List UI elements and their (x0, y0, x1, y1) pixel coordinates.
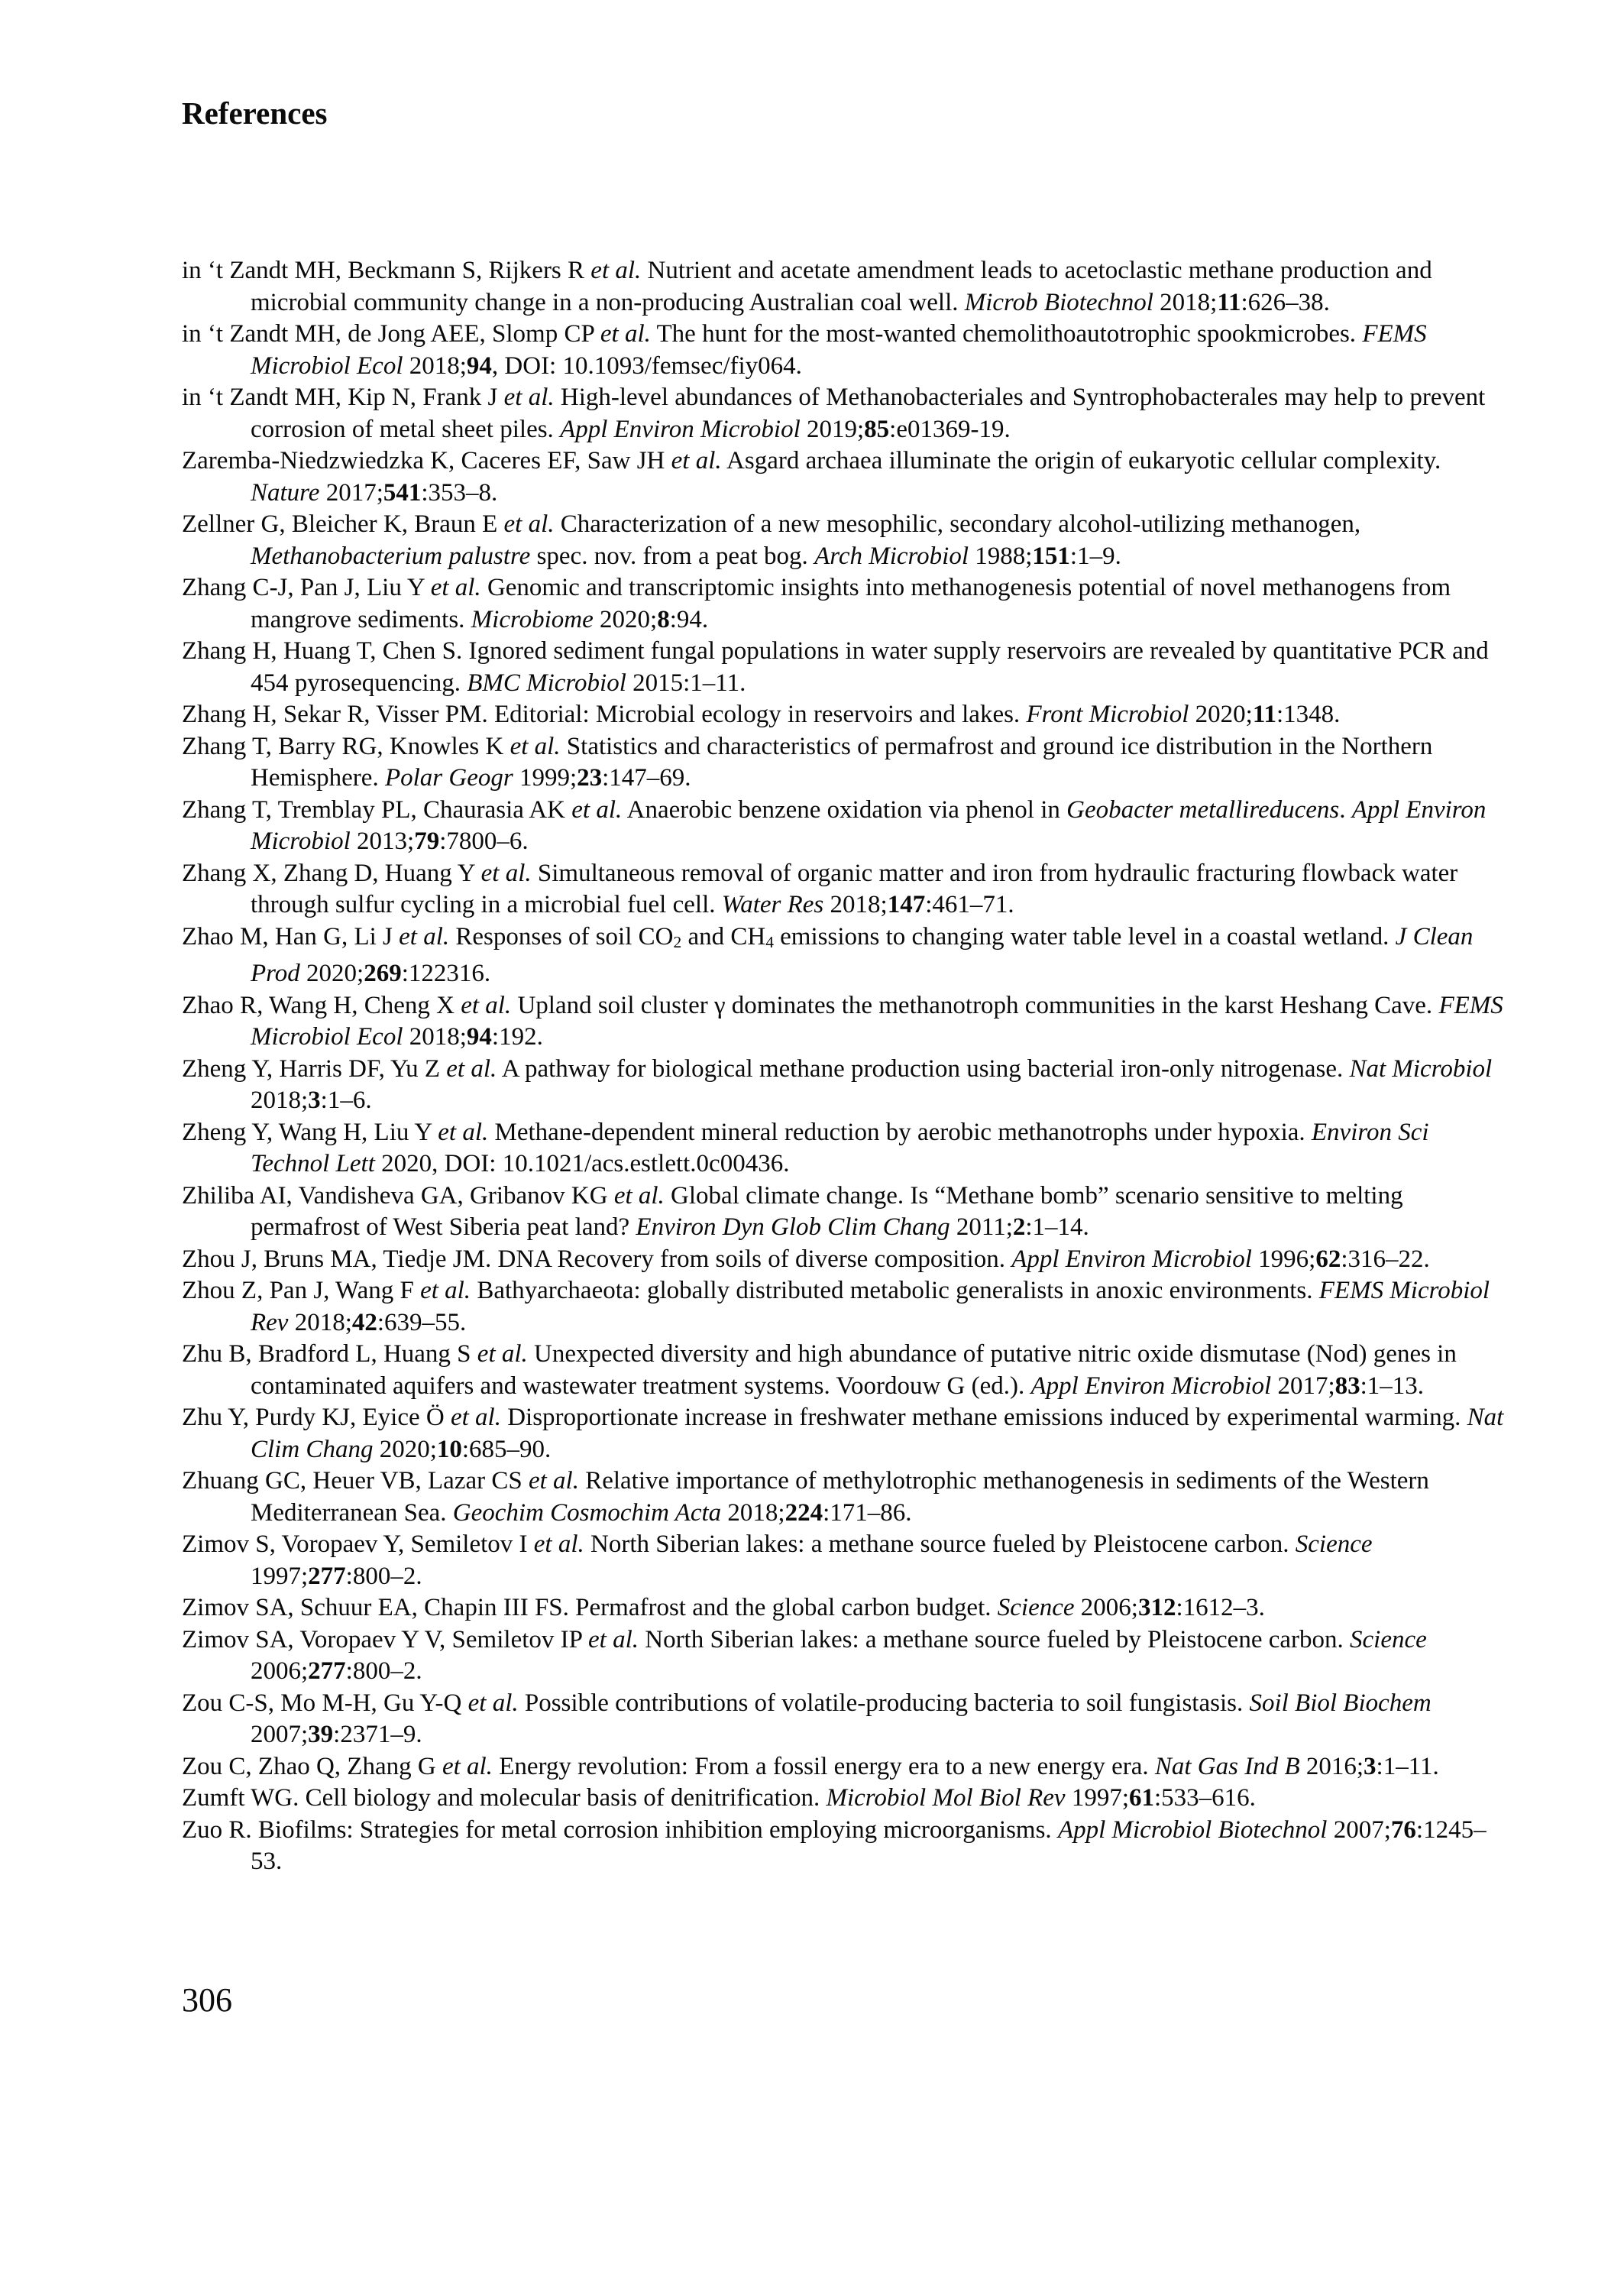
reference-text-segment: :94. (669, 605, 709, 633)
reference-text-segment: :316–22. (1341, 1245, 1430, 1273)
reference-text-segment: Zheng Y, Harris DF, Yu Z (182, 1054, 447, 1083)
reference-text-segment: Zhiliba AI, Vandisheva GA, Gribanov KG (182, 1181, 614, 1210)
reference-text-segment: :461–71. (925, 891, 1014, 919)
reference-entry (182, 1624, 1509, 1688)
reference-text-segment: :800–2. (345, 1657, 422, 1685)
reference-text-segment: :353–8. (421, 478, 498, 507)
reference-entry (182, 255, 1509, 319)
reference-entry (182, 731, 1509, 795)
reference-text-segment: 1988; (969, 542, 1033, 570)
reference-text-segment: Microb Biotechnol (964, 288, 1153, 316)
reference-text-segment: 541 (383, 478, 422, 507)
reference-text-segment: 2020; (373, 1435, 437, 1463)
reference-text-segment: in ‘t Zandt MH, de Jong AEE, Slomp CP (182, 320, 600, 348)
reference-text-segment: :639–55. (377, 1308, 467, 1336)
reference-text-segment: in ‘t Zandt MH, Beckmann S, Rijkers R (182, 257, 591, 285)
reference-text-segment: 79 (414, 827, 440, 856)
reference-text-segment: 11 (1252, 701, 1276, 729)
reference-text-segment: 23 (577, 764, 603, 792)
reference-text-segment: Science (997, 1594, 1075, 1621)
reference-text-segment: . (1339, 795, 1352, 824)
reference-text-segment: Geochim Cosmochim Acta (452, 1498, 722, 1527)
reference-entry (182, 1688, 1509, 1751)
reference-text-segment: 1996; (1251, 1245, 1316, 1273)
reference-text-segment: 2018; (251, 1087, 309, 1114)
reference-text-segment: Zhou Z, Pan J, Wang F (182, 1277, 421, 1304)
reference-entry (182, 382, 1509, 445)
reference-text-segment: Characterization of a new mesophilic, secondary alcohol-utilizing methanogen, (554, 510, 1361, 539)
reference-text-segment: :2371–9. (333, 1721, 422, 1748)
reference-text-segment: 4 (765, 932, 774, 951)
reference-text-segment: 2006; (251, 1657, 309, 1685)
reference-text-segment: et al. (461, 991, 512, 1019)
reference-text-segment: Geobacter metallireducens (1066, 795, 1340, 824)
reference-text-segment: Soil Biol Biochem (1249, 1689, 1432, 1717)
reference-text-segment: et al. (600, 320, 651, 348)
reference-text-segment: Front Microbiol (1026, 701, 1189, 729)
reference-text-segment: Microbiome (471, 605, 594, 633)
page-number: 306 (182, 1980, 232, 2019)
reference-text-segment: Appl Environ Microbiol (251, 795, 1487, 856)
reference-text-segment: Environ Sci Technol Lett (251, 1118, 1429, 1177)
reference-text-segment: Zhang T, Tremblay PL, Chaurasia AK (182, 795, 572, 824)
reference-text-segment: Zhang H, Sekar R, Visser PM. Editorial: Microbial ecology in reservoirs and lakes. (182, 701, 1027, 729)
reference-text-segment: Zellner G, Bleicher K, Braun E (182, 510, 504, 539)
reference-text-segment: Zhang T, Barry RG, Knowles K (182, 732, 510, 760)
reference-text-segment: Zou C, Zhao Q, Zhang G (182, 1752, 442, 1780)
reference-entry (182, 1054, 1509, 1117)
reference-text-segment: et al. (590, 257, 642, 285)
reference-text-segment: Science (1350, 1625, 1427, 1653)
reference-text-segment: et al. (503, 510, 555, 539)
reference-text-segment: 147 (887, 891, 926, 919)
reference-entry (182, 990, 1509, 1054)
reference-text-segment: Upland soil cluster γ dominates the methanotroph communities in the karst Heshang Cave. (511, 991, 1439, 1019)
reference-text-segment: Zhuang GC, Heuer VB, Lazar CS (182, 1467, 529, 1495)
reference-text-segment: 2020; (593, 605, 658, 633)
reference-text-segment: Zou C-S, Mo M-H, Gu Y-Q (182, 1689, 468, 1717)
reference-text-segment: :147–69. (602, 764, 691, 792)
reference-text-segment: Zheng Y, Wang H, Liu Y (182, 1118, 438, 1146)
reference-text-segment: :685–90. (461, 1435, 552, 1463)
reference-text-segment: 2011; (949, 1213, 1013, 1241)
reference-text-segment: et al. (480, 859, 532, 887)
reference-text-segment: emissions to changing water table level in a coastal wetland. (773, 922, 1396, 951)
reference-text-segment: Zhou J, Bruns MA, Tiedje JM. DNA Recovery from soils of diverse composition. (182, 1245, 1012, 1273)
reference-text-segment: 312 (1137, 1594, 1176, 1621)
reference-text-segment: Zaremba-Niedzwiedzka K, Caceres EF, Saw JH (182, 447, 671, 475)
reference-text-segment: :171–86. (823, 1498, 912, 1527)
reference-entry (182, 699, 1509, 731)
reference-text-segment: :626–38. (1241, 288, 1330, 316)
references-list (0, 255, 1624, 1877)
reference-text-segment: Statistics and characteristics of permafrost and ground ice distribution in the Northern Hemisphere. (251, 732, 1433, 792)
reference-text-segment: 42 (351, 1308, 377, 1336)
reference-text-segment: Asgard archaea illuminate the origin of eukaryotic cellular complexity. (721, 447, 1441, 475)
reference-text-segment: 2018; (1153, 288, 1218, 316)
reference-text-segment: Zhang C-J, Pan J, Liu Y (182, 574, 431, 602)
reference-text-segment: High-level abundances of Methanobacteriales and Syntrophobacterales may help to prevent corrosion of metal sheet piles. (251, 384, 1486, 443)
reference-text-segment: :1–6. (320, 1087, 372, 1114)
reference-text-segment: Water Res (721, 891, 824, 919)
reference-text-segment: Genomic and transcriptomic insights into methanogenesis potential of novel methanogens from mangrove sediments. (251, 574, 1451, 633)
reference-text-segment: :533–616. (1154, 1784, 1256, 1812)
reference-text-segment: :1612–3. (1176, 1594, 1265, 1621)
reference-text-segment: Possible contributions of volatile-producing bacteria to soil fungistasis. (518, 1689, 1250, 1717)
reference-text-segment: 94 (466, 351, 492, 380)
reference-text-segment: et al. (399, 922, 450, 951)
reference-text-segment: North Siberian lakes: a methane source fueled by Pleistocene carbon. (638, 1625, 1350, 1653)
reference-text-segment: Zuo R. Biofilms: Strategies for metal corrosion inhibition employing microorganisms. (182, 1815, 1058, 1844)
reference-text-segment: Disproportionate increase in freshwater methane emissions induced by experimental warming. (500, 1404, 1467, 1431)
reference-text-segment: :1–14. (1025, 1213, 1089, 1241)
reference-entry (182, 509, 1509, 572)
reference-text-segment: Methanobacterium palustre (251, 542, 531, 570)
reference-text-segment: :1245–53. (251, 1815, 1487, 1875)
reference-text-segment: et al. (450, 1404, 501, 1431)
reference-entry (182, 636, 1509, 699)
reference-text-segment: The hunt for the most-wanted chemolithoautotrophic spookmicrobes. (650, 320, 1363, 348)
reference-entry (182, 795, 1509, 858)
reference-text-segment: Zhang X, Zhang D, Huang Y (182, 859, 481, 887)
reference-entry (182, 1339, 1509, 1402)
reference-text-segment: :1348. (1276, 701, 1341, 729)
reference-entry (182, 1466, 1509, 1529)
reference-text-segment: FEMS Microbiol Ecol (251, 320, 1427, 380)
reference-text-segment: Environ Dyn Glob Clim Chang (636, 1213, 950, 1241)
reference-text-segment: 1999; (513, 764, 577, 792)
reference-text-segment: Zhang H, Huang T, Chen S. Ignored sediment fungal populations in water supply reservoirs are revealed by quantitative PCR and 454 pyrosequencing. (182, 637, 1489, 697)
reference-text-segment: 151 (1032, 542, 1070, 570)
reference-text-segment: Zhu Y, Purdy KJ, Eyice Ö (182, 1404, 451, 1431)
reference-text-segment: 269 (364, 960, 402, 987)
reference-text-segment: et al. (510, 732, 561, 760)
reference-text-segment: Global climate change. Is “Methane bomb” scenario sensitive to melting permafrost of West Siberia peat land? (251, 1181, 1403, 1241)
reference-text-segment: FEMS Microbiol Ecol (251, 991, 1503, 1051)
reference-text-segment: Nature (251, 478, 320, 507)
reference-text-segment: J Clean Prod (251, 922, 1474, 987)
reference-text-segment: :122316. (401, 960, 491, 987)
reference-text-segment: Zhao M, Han G, Li J (182, 922, 400, 951)
reference-text-segment: Appl Environ Microbiol (1030, 1372, 1272, 1400)
reference-text-segment: et al. (467, 1689, 519, 1717)
reference-text-segment: and CH (681, 922, 766, 951)
reference-text-segment: Zumft WG. Cell biology and molecular basis of denitrification. (182, 1784, 827, 1812)
reference-entry (182, 319, 1509, 382)
reference-text-segment: 2 (1012, 1213, 1026, 1241)
reference-text-segment: et al. (477, 1340, 528, 1368)
reference-text-segment: in ‘t Zandt MH, Kip N, Frank J (182, 384, 504, 412)
reference-entry (182, 1783, 1509, 1815)
reference-text-segment: 277 (308, 1562, 346, 1590)
reference-text-segment: 2007; (251, 1721, 309, 1748)
reference-text-segment: 39 (308, 1721, 334, 1748)
reference-text-segment: Nat Clim Chang (251, 1404, 1504, 1463)
reference-text-segment: 61 (1129, 1784, 1154, 1812)
reference-entry (182, 572, 1509, 636)
reference-text-segment: 2019; (800, 415, 865, 443)
reference-text-segment: et al. (571, 795, 623, 824)
reference-text-segment: 3 (308, 1087, 321, 1114)
reference-text-segment: Zimov SA, Voropaev Y V, Semiletov IP (182, 1625, 588, 1653)
reference-text-segment: 2017; (319, 478, 383, 507)
reference-text-segment: 11 (1217, 288, 1241, 316)
reference-text-segment: :800–2. (345, 1562, 422, 1590)
reference-entry (182, 858, 1509, 921)
reference-text-segment: 2013; (350, 827, 415, 856)
reference-text-segment: 10 (436, 1435, 462, 1463)
reference-text-segment: Nat Gas Ind B (1154, 1752, 1300, 1780)
reference-text-segment: et al. (613, 1181, 665, 1210)
reference-text-segment: :1–11. (1376, 1752, 1439, 1780)
reference-entry (182, 1592, 1509, 1624)
reference-text-segment: Appl Environ Microbiol (1011, 1245, 1252, 1273)
reference-entry (182, 1751, 1509, 1783)
reference-text-segment: 2007; (1327, 1815, 1391, 1844)
reference-text-segment: 2018; (823, 891, 888, 919)
reference-text-segment: Appl Microbiol Biotechnol (1057, 1815, 1328, 1844)
reference-text-segment: :7800–6. (439, 827, 529, 856)
reference-text-segment: 2020; (1189, 701, 1253, 729)
reference-text-segment: Relative importance of methylotrophic methanogenesis in sediments of the Western Mediterranean Sea. (251, 1467, 1429, 1527)
reference-text-segment: 3 (1364, 1752, 1377, 1780)
reference-text-segment: 8 (657, 605, 670, 633)
reference-text-segment: et al. (671, 447, 722, 475)
reference-text-segment: et al. (420, 1277, 471, 1304)
reference-text-segment: :1–13. (1360, 1372, 1425, 1400)
reference-text-segment: 85 (864, 415, 890, 443)
reference-entry (182, 1244, 1509, 1276)
reference-text-segment: 2006; (1074, 1594, 1138, 1621)
reference-text-segment: Simultaneous removal of organic matter and iron from hydraulic fracturing flowback water through sulfur cycling in a microbial fuel cell. (251, 859, 1458, 919)
reference-text-segment: et al. (503, 384, 555, 412)
reference-entry (182, 1181, 1509, 1244)
reference-entry (182, 1529, 1509, 1592)
reference-text-segment: 2018; (403, 1023, 467, 1051)
reference-text-segment: Responses of soil CO (449, 922, 674, 951)
reference-text-segment: 1997; (1065, 1784, 1129, 1812)
reference-entry (182, 1117, 1509, 1181)
reference-text-segment: 76 (1390, 1815, 1416, 1844)
reference-text-segment: Polar Geogr (384, 764, 513, 792)
reference-text-segment: et al. (528, 1467, 579, 1495)
reference-text-segment: 1997; (251, 1562, 309, 1590)
reference-text-segment: 224 (785, 1498, 823, 1527)
reference-text-segment: 2018; (288, 1308, 352, 1336)
reference-text-segment: et al. (533, 1530, 584, 1558)
reference-text-segment: et al. (430, 574, 481, 602)
reference-text-segment: North Siberian lakes: a methane source fueled by Pleistocene carbon. (584, 1530, 1296, 1558)
reference-entry (182, 1815, 1509, 1878)
reference-text-segment: 62 (1315, 1245, 1341, 1273)
reference-text-segment: FEMS Microbiol Rev (251, 1277, 1490, 1336)
reference-entry (182, 1275, 1509, 1339)
reference-text-segment: et al. (438, 1118, 489, 1146)
reference-text-segment: Methane-dependent mineral reduction by aerobic methanotrophs under hypoxia. (488, 1118, 1312, 1146)
reference-text-segment: Unexpected diversity and high abundance of putative nitric oxide dismutase (Nod) genes in contaminated aquifers and wastewater treatment systems. Voordouw G (ed.). (251, 1340, 1457, 1400)
reference-text-segment: 2020; (299, 960, 364, 987)
reference-text-segment: Arch Microbiol (814, 542, 969, 570)
reference-text-segment: Zhao R, Wang H, Cheng X (182, 991, 461, 1019)
reference-text-segment: et al. (442, 1752, 493, 1780)
reference-text-segment: spec. nov. from a peat bog. (530, 542, 815, 570)
reference-text-segment: BMC Microbiol (467, 669, 626, 697)
reference-text-segment: Zhu B, Bradford L, Huang S (182, 1340, 477, 1368)
reference-text-segment: 2020, DOI: 10.1021/acs.estlett.0c00436. (374, 1150, 790, 1177)
reference-text-segment: 2 (673, 932, 682, 951)
reference-text-segment: 94 (466, 1023, 492, 1051)
reference-text-segment: Nat Microbiol (1349, 1054, 1493, 1083)
reference-text-segment: et al. (588, 1625, 639, 1653)
reference-text-segment: Anaerobic benzene oxidation via phenol in (622, 795, 1067, 824)
reference-entry (182, 445, 1509, 509)
reference-text-segment: 2018; (403, 351, 467, 380)
reference-text-segment: , DOI: 10.1093/femsec/fiy064. (491, 351, 802, 380)
reference-text-segment: 277 (308, 1657, 346, 1685)
reference-text-segment: Bathyarchaeota: globally distributed metabolic generalists in anoxic environments. (471, 1277, 1319, 1304)
references-heading: References (182, 96, 328, 131)
reference-entry (182, 921, 1509, 990)
reference-text-segment: Microbiol Mol Biol Rev (826, 1784, 1066, 1812)
reference-text-segment: Zimov SA, Schuur EA, Chapin III FS. Permafrost and the global carbon budget. (182, 1594, 998, 1621)
reference-text-segment: Zimov S, Voropaev Y, Semiletov I (182, 1530, 534, 1558)
reference-text-segment: Nutrient and acetate amendment leads to acetoclastic methane production and microbial community change in a non-producing Australian coal well. (251, 257, 1432, 316)
reference-text-segment: Energy revolution: From a fossil energy era to a new energy era. (492, 1752, 1155, 1780)
reference-text-segment: 2015:1–11. (626, 669, 746, 697)
reference-text-segment: et al. (446, 1054, 497, 1083)
reference-text-segment: A pathway for biological methane production using bacterial iron-only nitrogenase. (497, 1054, 1350, 1083)
reference-text-segment: Science (1295, 1530, 1373, 1558)
reference-text-segment: :e01369-19. (889, 415, 1011, 443)
reference-text-segment: Appl Environ Microbiol (560, 415, 801, 443)
reference-text-segment: :192. (491, 1023, 543, 1051)
reference-text-segment: 2017; (1271, 1372, 1335, 1400)
reference-text-segment: :1–9. (1069, 542, 1121, 570)
reference-entry (182, 1402, 1509, 1466)
reference-text-segment: 2018; (721, 1498, 785, 1527)
reference-text-segment: 2016; (1299, 1752, 1364, 1780)
reference-text-segment: 83 (1334, 1372, 1360, 1400)
